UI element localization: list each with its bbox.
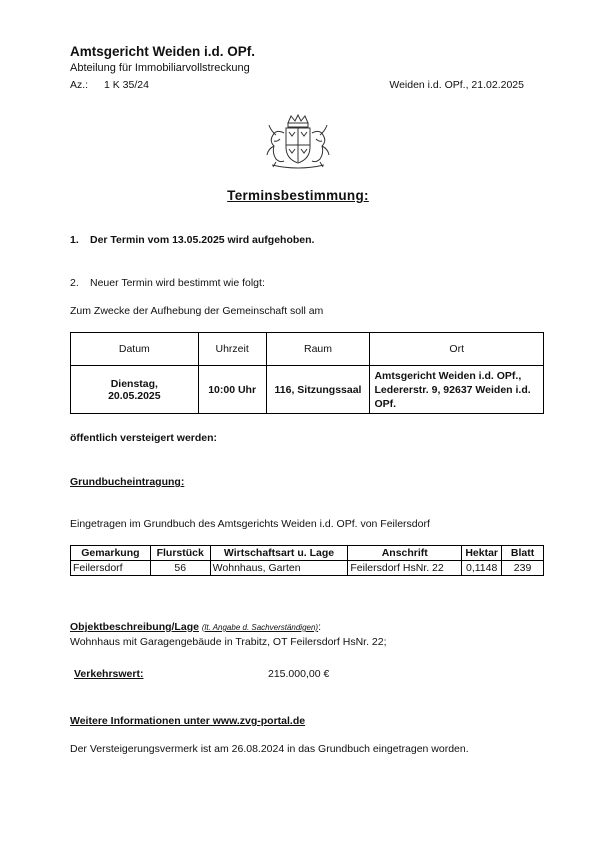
datum-weekday: Dienstag,	[110, 377, 158, 390]
market-value: 215.000,00 €	[268, 668, 330, 680]
object-description-heading	[70, 621, 321, 633]
table-row	[71, 366, 544, 414]
cell-blatt: 239	[502, 561, 544, 576]
item-2-text: Neuer Termin wird bestimmt wie folgt:	[90, 277, 265, 289]
header-raum: Raum	[266, 333, 370, 366]
land-register-heading: Grundbucheintragung:	[70, 476, 185, 488]
header-anschrift: Anschrift	[348, 546, 462, 561]
header-gemarkung: Gemarkung	[71, 546, 151, 561]
land-register-header	[71, 546, 544, 561]
header-wirtschaftsart: Wirtschaftsart u. Lage	[210, 546, 348, 561]
cell-gemarkung: Feilersdorf	[71, 561, 151, 576]
item-1-text: Der Termin vom 13.05.2025 wird aufgehoben.	[90, 234, 315, 246]
cell-uhrzeit: 10:00 Uhr	[198, 366, 266, 414]
more-info-link-text: Weitere Informationen unter www.zvg-portal.de	[70, 715, 306, 727]
datum-date: 20.05.2025	[108, 389, 161, 402]
cell-hektar: 0,1148	[462, 561, 502, 576]
item-1	[70, 234, 314, 246]
market-value-label: Verkehrswert:	[74, 668, 144, 680]
cell-raum: 116, Sitzungssaal	[266, 366, 370, 414]
object-heading-label: Objektbeschreibung/Lage	[70, 621, 199, 633]
auction-statement: öffentlich versteigert werden:	[70, 432, 218, 444]
item-2-number: 2.	[70, 277, 79, 289]
item-1-number: 1.	[70, 234, 79, 246]
header-datum: Datum	[71, 333, 199, 366]
case-number: 1 K 35/24	[104, 79, 149, 91]
bavarian-coat-of-arms-icon	[262, 113, 334, 171]
header-blatt: Blatt	[502, 546, 544, 561]
cell-ort: Amtsgericht Weiden i.d. OPf., Ledererstr. 9, 92637 Weiden i.d. OPf.	[370, 366, 544, 414]
item-2	[70, 277, 265, 289]
court-name: Amtsgericht Weiden i.d. OPf.	[70, 44, 256, 59]
cell-datum	[71, 366, 199, 414]
table-row	[71, 561, 544, 576]
land-register-sentence: Eingetragen im Grundbuch des Amtsgerichts Weiden i.d. OPf. von Feilersdorf	[70, 518, 430, 530]
land-register-table	[70, 545, 544, 576]
header-hektar: Hektar	[462, 546, 502, 561]
object-heading-colon: :	[318, 621, 322, 633]
register-note: Der Versteigerungsvermerk ist am 26.08.2024 in das Grundbuch eingetragen worden.	[70, 743, 469, 755]
purpose-text: Zum Zwecke der Aufhebung der Gemeinschaft soll am	[70, 305, 324, 317]
header-flurstueck: Flurstück	[150, 546, 210, 561]
place-date: Weiden i.d. OPf., 21.02.2025	[389, 79, 524, 91]
header-uhrzeit: Uhrzeit	[198, 333, 266, 366]
appointment-table-header	[71, 333, 544, 366]
cell-anschrift: Feilersdorf HsNr. 22	[348, 561, 462, 576]
object-description-text: Wohnhaus mit Garagengebäude in Trabitz, OT Feilersdorf HsNr. 22;	[70, 636, 387, 648]
object-heading-note: (lt. Angabe d. Sachverständigen)	[201, 623, 319, 632]
cell-flurstueck: 56	[150, 561, 210, 576]
header-ort: Ort	[370, 333, 544, 366]
appointment-table	[70, 332, 544, 414]
department: Abteilung für Immobiliarvollstreckung	[70, 62, 250, 74]
cell-wirtschaftsart: Wohnhaus, Garten	[210, 561, 348, 576]
case-number-label: Az.:	[70, 79, 89, 91]
document-title: Terminsbestimmung:	[227, 188, 369, 203]
